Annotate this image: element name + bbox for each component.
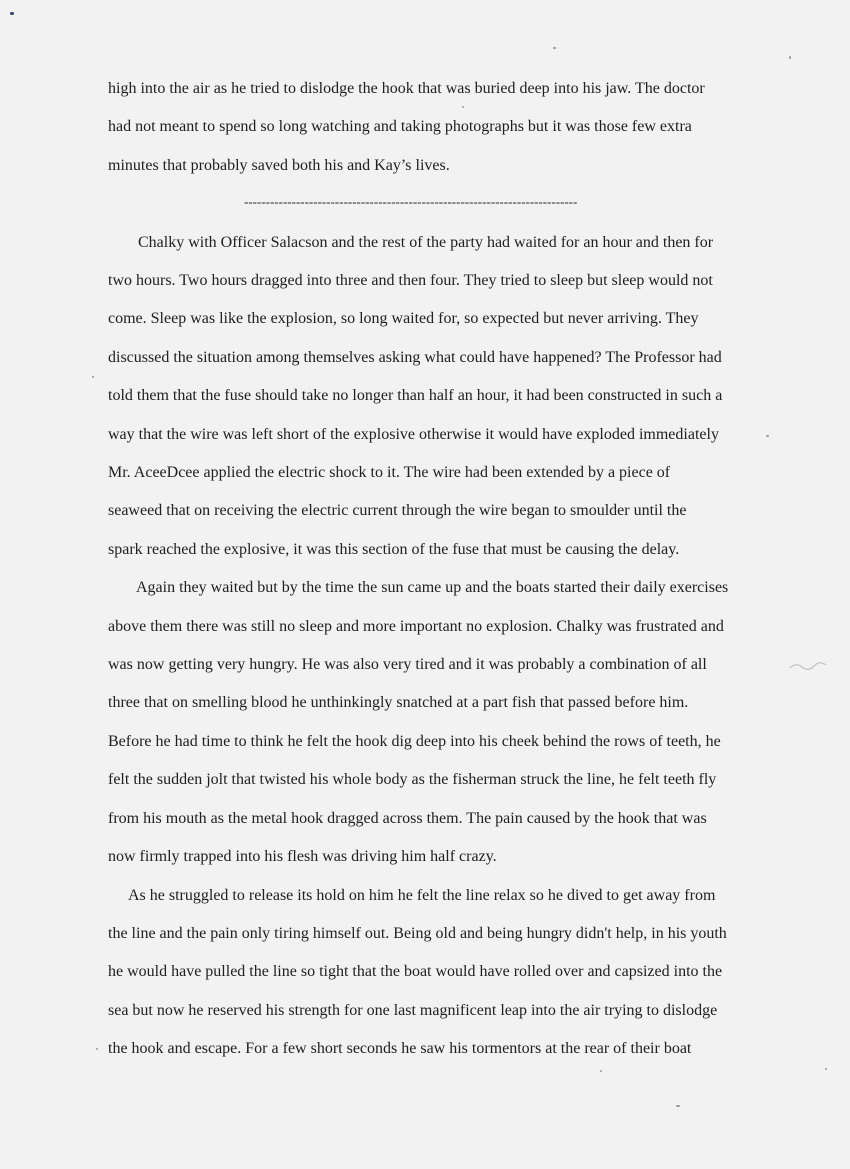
scan-speck bbox=[462, 106, 464, 108]
text-line: above them there was still no sleep and more important no explosion. Chalky was frustrated and bbox=[108, 618, 724, 635]
text-line: the hook and escape. For a few short seconds he saw his tormentors at the rear of their boat bbox=[108, 1040, 692, 1057]
scan-speck bbox=[96, 1048, 98, 1050]
text-line: three that on smelling blood he unthinkingly snatched at a part fish that passed before him. bbox=[108, 694, 689, 711]
text-line: had not meant to spend so long watching and taking photographs but it was those few extra bbox=[108, 118, 692, 135]
scan-speck bbox=[676, 1105, 680, 1107]
text-line: high into the air as he tried to dislodge the hook that was buried deep into his jaw. The doctor bbox=[108, 80, 705, 97]
scan-speck bbox=[766, 435, 769, 437]
scan-speck bbox=[600, 1070, 602, 1072]
text-line: seaweed that on receiving the electric current through the wire began to smoulder until the bbox=[108, 502, 687, 519]
text-line: now firmly trapped into his flesh was driving him half crazy. bbox=[108, 848, 497, 865]
text-line: spark reached the explosive, it was this section of the fuse that must be causing the delay. bbox=[108, 541, 680, 558]
text-line: Mr. AceeDcee applied the electric shock to it. The wire had been extended by a piece of bbox=[108, 464, 671, 481]
scan-speck bbox=[825, 1068, 827, 1070]
text-line: felt the sudden jolt that twisted his whole body as the fisherman struck the line, he felt teeth fly bbox=[108, 771, 717, 788]
pencil-mark bbox=[788, 660, 828, 672]
text-line: Chalky with Officer Salacson and the rest of the party had waited for an hour and then for bbox=[138, 234, 714, 251]
text-line: sea but now he reserved his strength for one last magnificent leap into the air trying to dislodge bbox=[108, 1002, 718, 1019]
text-line: from his mouth as the metal hook dragged across them. The pain caused by the hook that was bbox=[108, 810, 707, 827]
section-divider: ----------------------------------------------------------------------------- bbox=[244, 194, 578, 209]
text-line: minutes that probably saved both his and Kay’s lives. bbox=[108, 157, 450, 174]
scan-mark bbox=[10, 12, 14, 15]
text-line: two hours. Two hours dragged into three and then four. They tried to sleep but sleep would not bbox=[108, 272, 713, 289]
text-line: Again they waited but by the time the sun came up and the boats started their daily exercises bbox=[136, 579, 729, 596]
text-line: As he struggled to release its hold on him he felt the line relax so he dived to get away from bbox=[128, 887, 716, 904]
text-line: discussed the situation among themselves asking what could have happened? The Professor had bbox=[108, 349, 722, 366]
text-line: come. Sleep was like the explosion, so long waited for, so expected but never arriving. They bbox=[108, 310, 699, 327]
scan-speck bbox=[789, 56, 791, 59]
scan-speck bbox=[553, 47, 556, 49]
text-line: the line and the pain only tiring himself out. Being old and being hungry didn't help, in his youth bbox=[108, 925, 727, 942]
text-line: he would have pulled the line so tight that the boat would have rolled over and capsized into the bbox=[108, 963, 723, 980]
text-line: way that the wire was left short of the explosive otherwise it would have exploded immediately bbox=[108, 426, 719, 443]
text-line: told them that the fuse should take no longer than half an hour, it had been constructed in such a bbox=[108, 387, 723, 404]
text-line: Before he had time to think he felt the hook dig deep into his cheek behind the rows of teeth, he bbox=[108, 733, 721, 750]
scan-speck bbox=[92, 376, 94, 378]
text-line: was now getting very hungry. He was also very tired and it was probably a combination of all bbox=[108, 656, 707, 673]
